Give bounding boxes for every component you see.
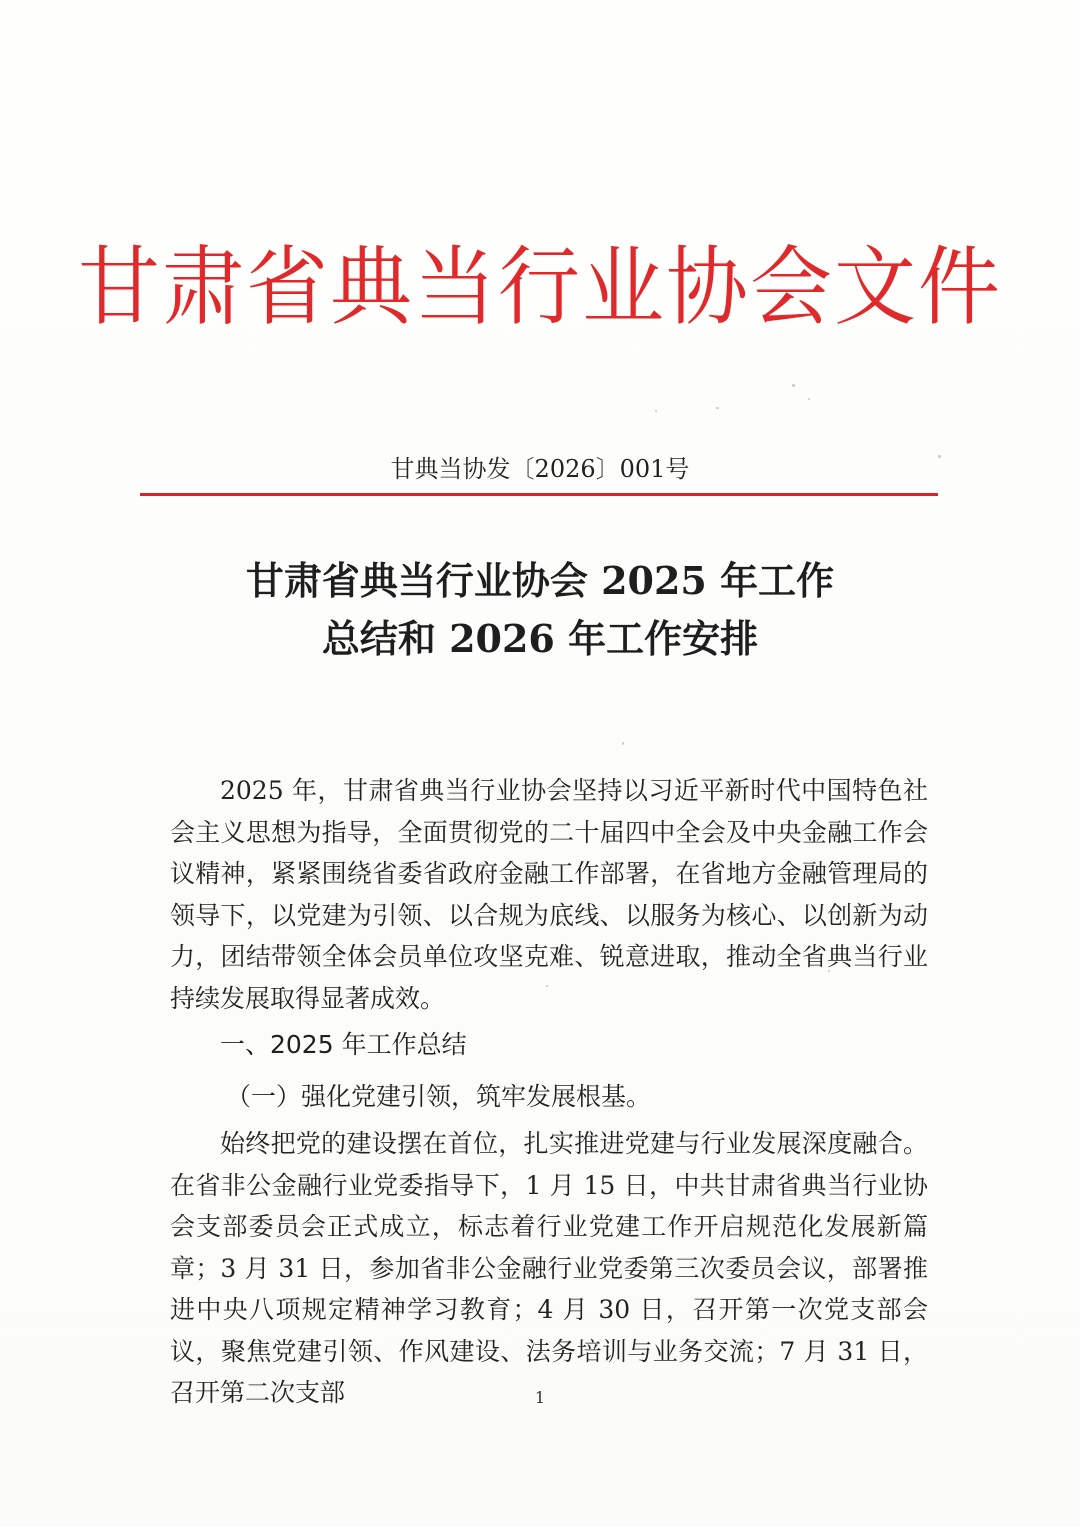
scan-speck (655, 410, 657, 412)
page-number: 1 (534, 1388, 546, 1407)
subsection-heading-1: （一）强化党建引领，筑牢发展根基。 (226, 1082, 652, 1111)
section-heading-1: 一、2025 年工作总结 (220, 1030, 467, 1059)
scan-speck (828, 970, 830, 972)
document-title (0, 552, 1080, 668)
scan-speck (792, 384, 795, 387)
red-divider-line (140, 493, 938, 496)
document-number: 甘典当协发〔2026〕001号 (390, 455, 690, 483)
scan-speck (716, 407, 719, 409)
document-masthead: 甘肃省典当行业协会文件 (77, 237, 1002, 338)
intro-paragraph: 2025 年，甘肃省典当行业协会坚持以习近平新时代中国特色社会主义思想为指导，全面贯彻党的二十届四中全会及中央金融工作会议精神，紧紧围绕省委省政府金融工作部署，在省地方金融管理局的领导下，以党建为引领、以合规为底线、以服务为核心、以创新为动力，团结带领全体会员单位攻坚克难、锐意进取，推动全省典当行业持续发展取得显著成效。 (170, 776, 928, 1013)
scan-speck (808, 398, 810, 400)
document-body (170, 770, 928, 1414)
subsection-paragraph-1: 始终把党的建设摆在首位，扎实推进党建与行业发展深度融合。在省非公金融行业党委指导下，1 月 15 日，中共甘肃省典当行业协会支部委员会正式成立，标志着行业党建工作开启规范化发展新篇章；3 月 31 日，参加省非公金融行业党委第三次委员会议，部署推进中央八项规定精神学习教育；4 月 30 日，召开第一次党支部会议，聚焦党建引领、作风建设、法务培训与业务交流；7 月 31 日，召开第二次支部 (170, 1129, 928, 1407)
scan-speck (546, 985, 548, 987)
scan-speck (938, 455, 941, 458)
title-line-2: 总结和 2026 年工作安排 (321, 616, 759, 661)
scan-speck (622, 742, 624, 745)
title-line-1: 甘肃省典当行业协会 2025 年工作 (245, 558, 835, 603)
